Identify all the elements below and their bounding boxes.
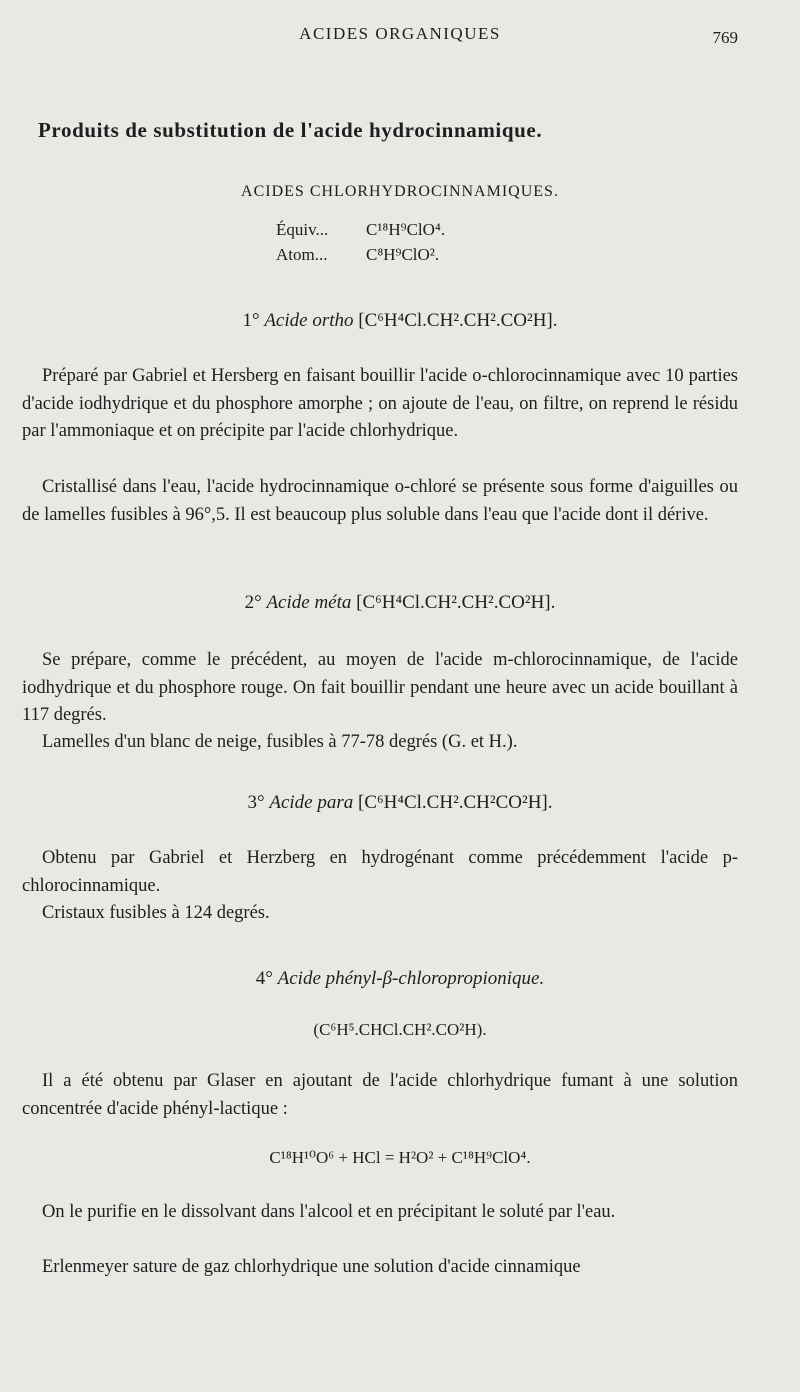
- acid-formula: [C⁶H⁴Cl.CH².CH².CO²H].: [358, 310, 558, 331]
- paragraph: Obtenu par Gabriel et Herzberg en hydrogénant comme précédemment l'acide p-chlorocinnamique.: [22, 848, 738, 896]
- paragraph: On le purifie en le dissolvant dans l'alcool et en précipitant le soluté par l'eau.: [42, 1202, 616, 1222]
- acid-name: Acide phényl-β-chloropropionique.: [277, 968, 545, 989]
- acid-formula: [C⁶H⁴Cl.CH².CH².CO²H].: [356, 592, 556, 613]
- acid-name: Acide para: [269, 792, 354, 813]
- paragraph: Il a été obtenu par Glaser en ajoutant de l'acide chlorhydrique fumant à une solution concentrée d'acide phényl-lactique :: [22, 1071, 738, 1119]
- paragraph: Lamelles d'un blanc de neige, fusibles à 77-78 degrés (G. et H.).: [42, 732, 518, 752]
- running-header: ACIDES ORGANIQUES: [299, 24, 501, 43]
- acid-formula: [C⁶H⁴Cl.CH².CH²CO²H].: [358, 792, 553, 813]
- atom-formula: C⁸H⁹ClO².: [366, 245, 440, 264]
- acid-heading-phenyl: [0, 968, 800, 990]
- acid-name: Acide méta: [266, 592, 352, 613]
- acid-number: 2°: [244, 592, 262, 613]
- acid-heading-meta: [0, 592, 800, 614]
- acid-number: 1°: [242, 310, 260, 331]
- acid-name: Acide ortho: [264, 310, 354, 331]
- equiv-label: Équiv...: [276, 220, 329, 239]
- paragraph: Cristallisé dans l'eau, l'acide hydrocinnamique o-chloré se présente sous forme d'aiguilles ou de lamelles fusibles à 96°,5. Il est beaucoup plus soluble dans l'eau que l'acide dont il dérive.: [22, 477, 738, 525]
- section-title: Produits de substitution de l'acide hydrocinnamique.: [38, 118, 543, 142]
- acid-heading-ortho: [0, 310, 800, 332]
- page-number: 769: [712, 28, 738, 47]
- acid-number: 3°: [247, 792, 265, 813]
- acid-formula: (C⁶H⁵.CHCl.CH².CO²H).: [313, 1020, 487, 1039]
- equiv-formula: C¹⁸H⁹ClO⁴.: [366, 220, 446, 239]
- acid-heading-para: [0, 792, 800, 814]
- atom-label: Atom...: [276, 245, 328, 264]
- paragraph: Préparé par Gabriel et Hersberg en faisant bouillir l'acide o-chlorocinnamique avec 10 parties d'acide iodhydrique et du phosphore amorphe ; on ajoute de l'eau, on filtre, on reprend le résidu par l'ammoniaque et on précipite par l'acide chlorhydrique.: [22, 366, 738, 441]
- paragraph: Cristaux fusibles à 124 degrés.: [42, 903, 270, 923]
- acid-number: 4°: [255, 968, 273, 989]
- paragraph: Erlenmeyer sature de gaz chlorhydrique une solution d'acide cinnamique: [42, 1257, 581, 1277]
- subsection-title: ACIDES CHLORHYDROCINNAMIQUES.: [241, 183, 559, 200]
- paragraph: Se prépare, comme le précédent, au moyen de l'acide m-chlorocinnamique, de l'acide iodhydrique et du phosphore rouge. On fait bouillir pendant une heure avec un acide bouillant à 117 degrés.: [22, 650, 738, 725]
- chemical-equation: C¹⁸H¹⁰O⁶ + HCl = H²O² + C¹⁸H⁹ClO⁴.: [269, 1148, 531, 1167]
